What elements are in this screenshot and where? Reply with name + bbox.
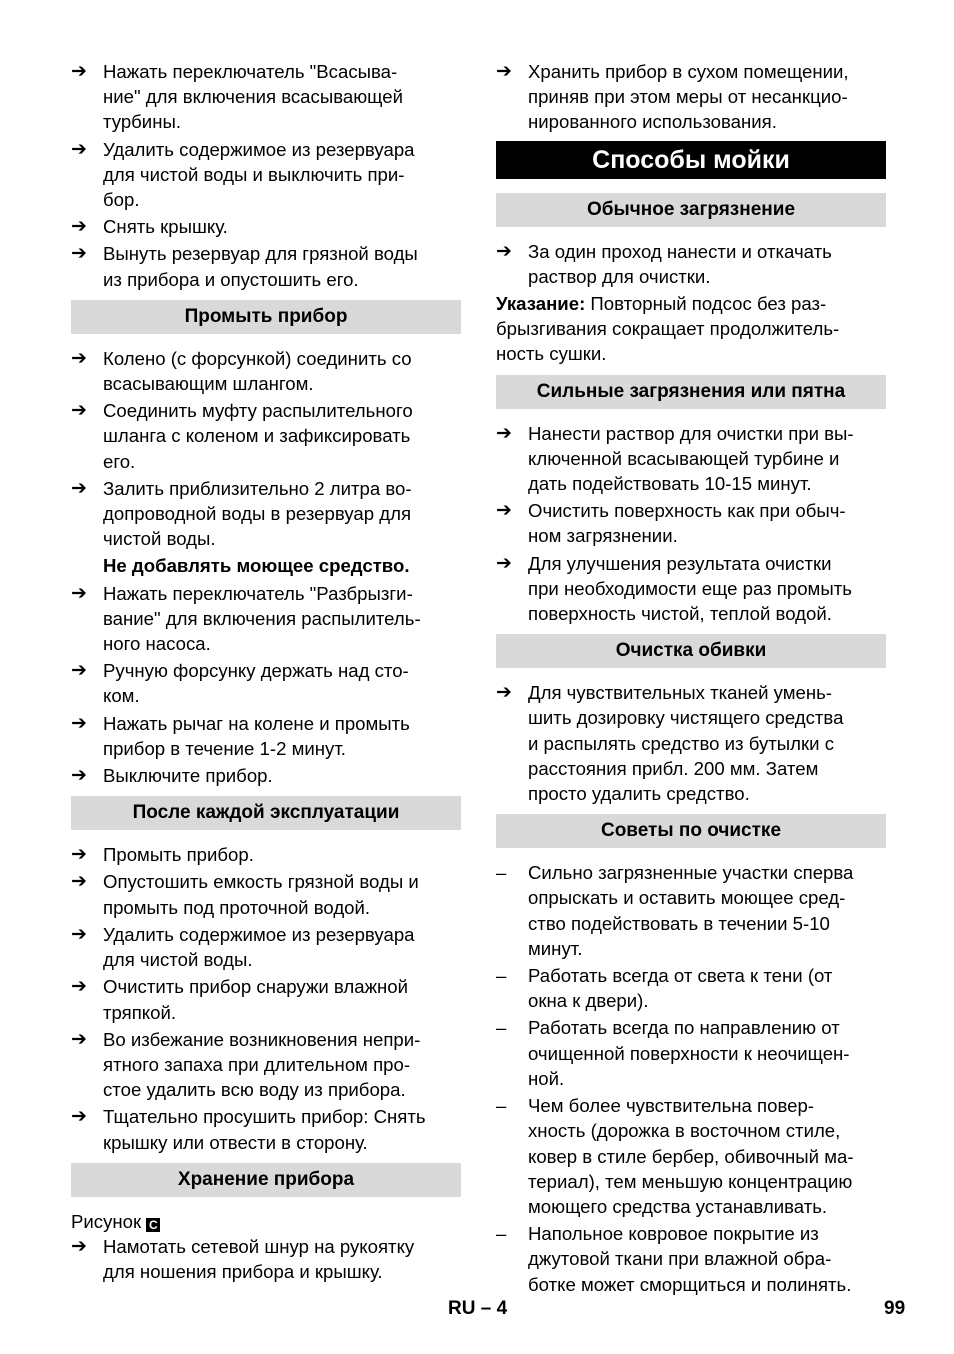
storage-list (71, 1234, 461, 1284)
note-paragraph (496, 291, 886, 367)
list-item: – Сильно загрязненные участки сперва опрыскать и оставить моющее сред- ство подействовать в течении 5-10 минут. (496, 860, 886, 961)
section-heading-flush: Промыть прибор (71, 300, 461, 334)
heavy-list (496, 421, 886, 627)
left-column (71, 59, 461, 1286)
list-item: ➔ Колено (с форсункой) соединить со всасывающим шлангом. (71, 346, 461, 396)
list-item: – Чем более чувствительна повер- хность (дорожка в восточном стиле, ковер в стиле бербер, обивочный ма- териал), тем меньшую концентрацию моющего средства устанавливать. (496, 1093, 886, 1219)
figure-reference (71, 1209, 461, 1234)
list-item: ➔ Вынуть резервуар для грязной воды из прибора и опустошить его. (71, 241, 461, 291)
list-item: ➔ Для улучшения результата очистки при необходимости еще раз промыть поверхность чистой, теплой водой. (496, 551, 886, 627)
list-item: ➔ Опустошить емкость грязной воды и промыть под проточной водой. (71, 869, 461, 919)
list-item: ➔ Намотать сетевой шнур на рукоятку для ношения прибора и крышку. (71, 1234, 461, 1284)
storage-continued-list (496, 59, 886, 135)
section-heading-tips: Советы по очистке (496, 814, 886, 848)
section-heading-normal: Обычное загрязнение (496, 193, 886, 227)
intro-list (71, 59, 461, 292)
warning-text: Не добавлять моющее средство. (103, 555, 410, 577)
list-item: ➔ Нанести раствор для очистки при вы- ключенной всасывающей турбине и дать подействовать 10-15 минут. (496, 421, 886, 497)
list-item: ➔ Нажать рычаг на колене и промыть прибор в течение 1-2 минут. (71, 711, 461, 761)
list-item: ➔ Снять крышку. (71, 214, 461, 239)
section-heading-heavy: Сильные загрязнения или пятна (496, 375, 886, 409)
list-item: ➔ Тщательно просушить прибор: Снять крышку или отвести в сторону. (71, 1104, 461, 1154)
main-heading: Способы мойки (496, 141, 886, 179)
flush-list-b (71, 581, 461, 789)
list-item: ➔ Залить приблизительно 2 литра во- допроводной воды в резервуар для чистой воды. (71, 476, 461, 552)
list-item: ➔ Промыть прибор. (71, 842, 461, 867)
after-use-list (71, 842, 461, 1154)
list-item: ➔ За один проход нанести и откачать раствор для очистки. (496, 239, 886, 289)
list-item: ➔ Выключите прибор. (71, 763, 461, 788)
list-item: ➔ Для чувствительных тканей умень- шить дозировку чистящего средства и распылять средство из бутылки с расстояния прибл. 200 мм. Затем просто удалить средство. (496, 680, 886, 806)
list-item: ➔ Очистить поверхность как при обыч- ном загрязнении. (496, 498, 886, 548)
section-heading-storage: Хранение прибора (71, 1163, 461, 1197)
list-item: ➔ Во избежание возникновения непри- ятного запаха при длительном про- стое удалить всю воду из прибора. (71, 1027, 461, 1103)
list-item: ➔ Ручную форсунку держать над сто- ком. (71, 658, 461, 708)
list-item: ➔ Нажать переключатель "Всасыва- ние" для включения всасывающей турбины. (71, 59, 461, 135)
section-heading-upholstery: Очистка обивки (496, 634, 886, 668)
note-text: Повторный подсос без раз- брызгивания сокращает продолжитель- ность сушки. (496, 293, 840, 365)
list-item: ➔ Удалить содержимое из резервуара для чистой воды. (71, 922, 461, 972)
footer-section-label: RU – 4 (448, 1298, 508, 1319)
list-item: – Работать всегда по направлению от очищенной поверхности к неочищен- ной. (496, 1015, 886, 1091)
page-number: 99 (884, 1298, 906, 1319)
upholstery-list (496, 680, 886, 806)
note-label: Указание: (496, 293, 586, 315)
figure-label: Рисунок (71, 1210, 142, 1232)
list-item: – Напольное ковровое покрытие из джутовой ткани при влажной обра- ботке может сморщиться и полинять. (496, 1221, 886, 1297)
list-item: ➔ Удалить содержимое из резервуара для чистой воды и выключить при- бор. (71, 137, 461, 213)
list-item: ➔ Очистить прибор снаружи влажной тряпкой. (71, 974, 461, 1024)
right-column (496, 59, 886, 1299)
list-item: ➔ Соединить муфту распылительного шланга с коленом и зафиксировать его. (71, 398, 461, 474)
list-item: ➔ Хранить прибор в сухом помещении, приняв при этом меры от несанкцио- нированного использования. (496, 59, 886, 135)
list-item: – Работать всегда от света к тени (от окна к двери). (496, 963, 886, 1013)
tips-list (496, 860, 886, 1296)
normal-list (496, 239, 886, 289)
flush-list-a (71, 346, 461, 552)
section-heading-after-use: После каждой эксплуатации (71, 796, 461, 830)
figure-letter-icon: C (146, 1218, 160, 1232)
list-item: ➔ Нажать переключатель "Разбрызги- вание" для включения распылитель- ного насоса. (71, 581, 461, 657)
